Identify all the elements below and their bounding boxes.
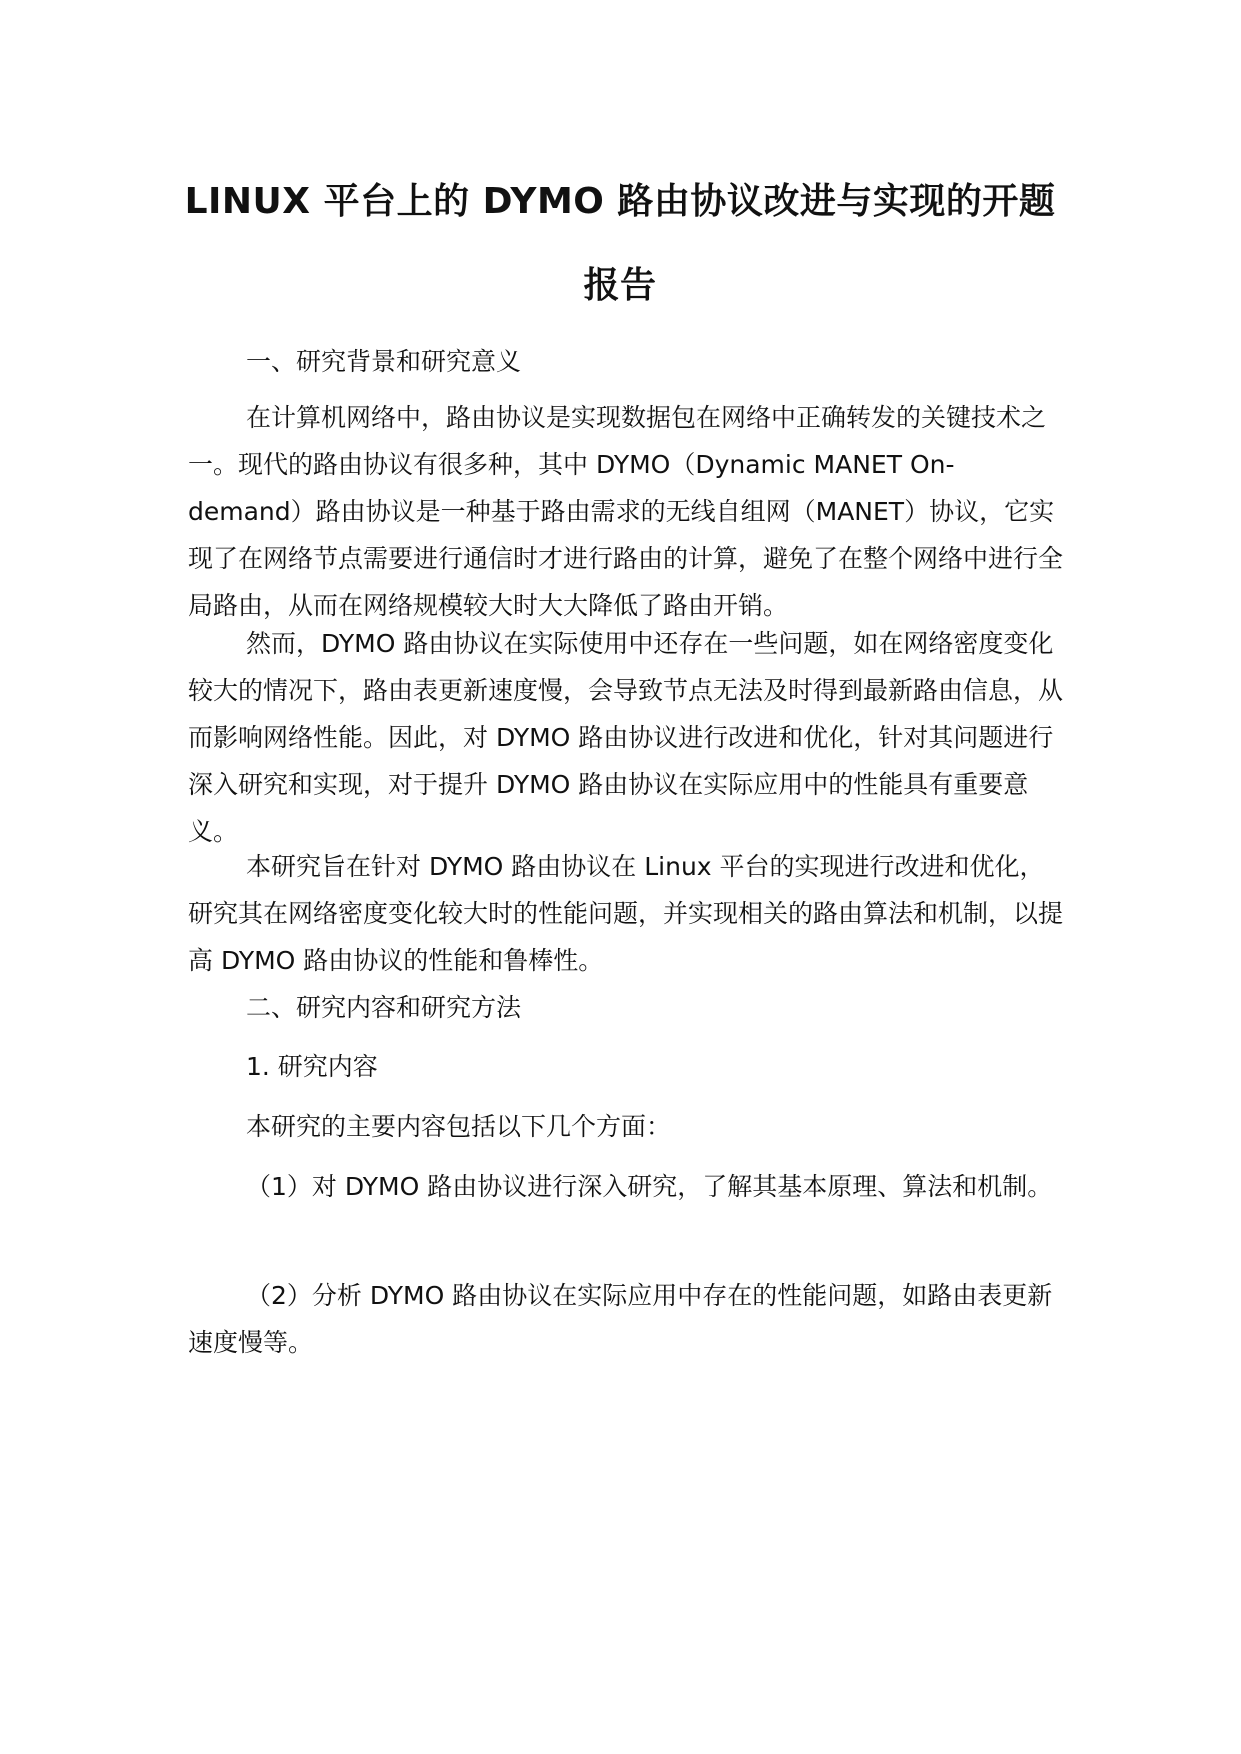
- list-item-1: （1）对 DYMO 路由协议进行深入研究，了解其基本原理、算法和机制。: [246, 1172, 1053, 1201]
- paragraph-3: 本研究旨在针对 DYMO 路由协议在 Linux 平台的实现进行改进和优化，研究其在网络密度变化较大时的性能问题，并实现相关的路由算法和机制，以提高 DYMO 路由协议的性能和鲁棒性。: [188, 852, 1064, 975]
- section-1-heading: 一、研究背景和研究意义: [246, 347, 522, 376]
- section-2-heading: 二、研究内容和研究方法: [246, 993, 522, 1022]
- paragraph-2: 然而，DYMO 路由协议在实际使用中还存在一些问题，如在网络密度变化较大的情况下，路由表更新速度慢，会导致节点无法及时得到最新路由信息，从而影响网络性能。因此，对 DYMO 路由协议进行改进和优化，针对其问题进行深入研究和实现，对于提升 DYMO 路由协议在实际应用中的性能具有重要意义。: [188, 629, 1064, 846]
- paragraph-aim: [188, 843, 1068, 984]
- list-item-1-wrap: [188, 1163, 1068, 1210]
- paragraph-problems: [188, 620, 1068, 855]
- list-item-2: （2）分析 DYMO 路由协议在实际应用中存在的性能问题，如路由表更新速度慢等。: [188, 1281, 1053, 1357]
- paragraph-1: 在计算机网络中，路由协议是实现数据包在网络中正确转发的关键技术之一。现代的路由协议有很多种，其中 DYMO（Dynamic MANET On-demand）路由协议是一种基于路由需求的无线自组网（MANET）协议，它实现了在网络节点需要进行通信时才进行路由的计算，避免了在整个网络中进行全局路由，从而在网络规模较大时大大降低了路由开销。: [188, 403, 1064, 620]
- document-title-line-2: 报告: [583, 265, 657, 306]
- paragraph-background: [188, 394, 1068, 629]
- document-title-line-1: LINUX 平台上的 DYMO 路由协议改进与实现的开题: [184, 181, 1056, 222]
- paragraph-4: 本研究的主要内容包括以下几个方面：: [246, 1112, 672, 1141]
- subsection-1-heading: 1. 研究内容: [246, 1052, 378, 1081]
- list-item-2-wrap: [188, 1272, 1068, 1366]
